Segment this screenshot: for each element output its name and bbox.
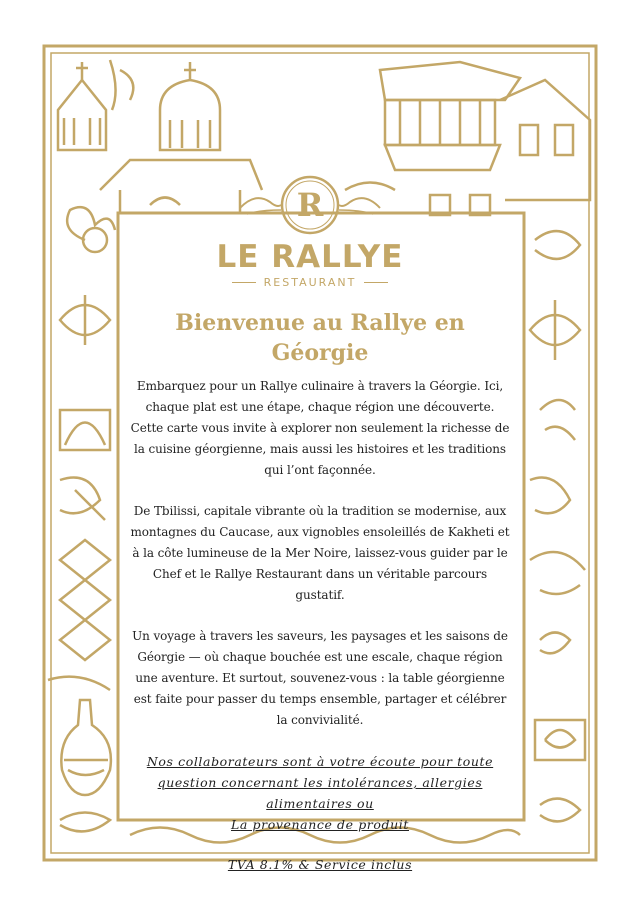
notice-line: question concernant les intolérances, allergies (157, 775, 483, 790)
page-title: Bienvenue au Rallye en Géorgie (175, 310, 465, 366)
monogram-icon (235, 172, 385, 238)
logo-subtitle-row (210, 276, 410, 289)
menu-intro (128, 308, 512, 872)
divider (364, 282, 388, 283)
logo-name: LE RALLYE (216, 239, 404, 275)
monogram-letter: R (296, 186, 324, 224)
wine-jug-illustration (61, 700, 111, 795)
allergy-notice (128, 751, 512, 835)
intro-paragraph: Embarquez pour un Rallye culinaire à travers la Géorgie. Ici, chaque plat est une étape, chaque région une découverte. Cette carte vous invite à explorer non seulement la richesse de la cuisine géorgienne, mais aussi les histoires et les traditions qui l’ont façonnée. (130, 379, 510, 477)
tva-note: TVA 8.1% & Service inclus (227, 857, 413, 872)
intro-paragraph: Un voyage à travers les saveurs, les paysages et les saisons de Géorgie — où chaque bouchée est une escale, chaque région une aventure. Et surtout, souvenez-vous : la table géorgienne est faite pour passer du temps ensemble, partager et célébrer la convivialité. (132, 629, 508, 727)
notice-line: alimentaires ou (266, 796, 374, 811)
restaurant-logo (210, 172, 410, 302)
logo-subtitle: RESTAURANT (263, 276, 357, 289)
notice-line: Nos collaborateurs sont à votre écoute pour toute (146, 754, 494, 769)
divider (232, 282, 256, 283)
notice-line: La provenance de produit (231, 817, 409, 832)
intro-paragraph: De Tbilissi, capitale vibrante où la tradition se modernise, aux montagnes du Caucase, aux vignobles ensoleillés de Kakheti et à la côte lumineuse de la Mer Noire, laissez-vous guider par le Chef et le Rallye Restaurant dans un véritable parcours gustatif. (130, 504, 510, 602)
